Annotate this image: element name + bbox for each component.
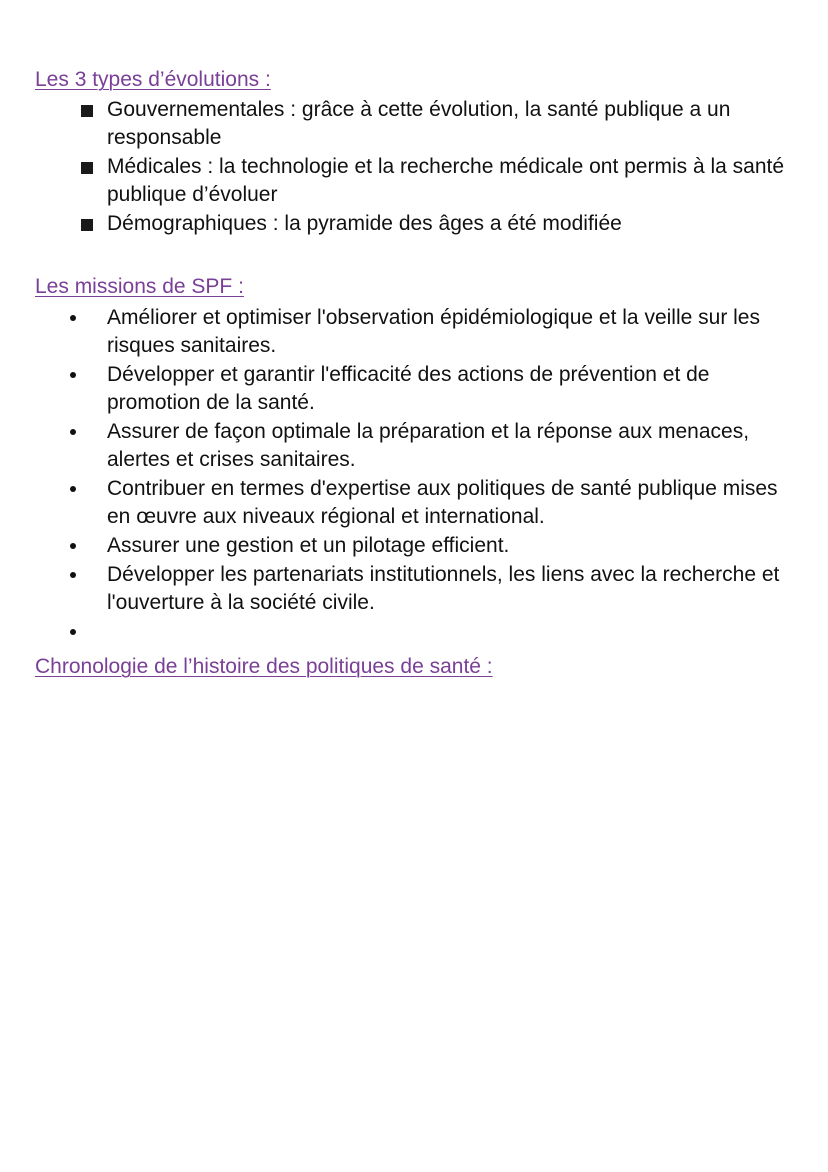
list-item bbox=[0, 418, 828, 474]
list-item-text: Contribuer en termes d'expertise aux politiques de santé publique mises en œuvre aux niveaux régional et international. bbox=[107, 477, 778, 528]
dot-bullet-icon bbox=[70, 315, 76, 321]
evolutions-list bbox=[0, 96, 828, 239]
list-item bbox=[0, 475, 828, 531]
list-item-text: Assurer une gestion et un pilotage efficient. bbox=[107, 534, 510, 557]
heading-chronologie: Chronologie de l’histoire des politiques de santé : bbox=[35, 655, 493, 678]
list-item-text: Médicales : la technologie et la recherche médicale ont permis à la santé publique d’évoluer bbox=[107, 155, 785, 206]
heading-evolutions: Les 3 types d’évolutions : bbox=[35, 68, 271, 91]
list-item bbox=[0, 304, 828, 360]
dot-bullet-icon bbox=[70, 486, 76, 492]
heading-missions: Les missions de SPF : bbox=[35, 275, 244, 298]
list-item bbox=[0, 561, 828, 617]
dot-bullet-icon bbox=[70, 572, 76, 578]
list-item bbox=[0, 96, 828, 152]
list-item bbox=[0, 210, 828, 238]
list-item-text: Démographiques : la pyramide des âges a été modifiée bbox=[107, 212, 622, 235]
list-item-text: Développer les partenariats institutionnels, les liens avec la recherche et l'ouverture à la société civile. bbox=[107, 563, 780, 614]
square-bullet-icon bbox=[81, 105, 93, 117]
list-item bbox=[0, 532, 828, 560]
dot-bullet-icon bbox=[70, 429, 76, 435]
list-item-text: Gouvernementales : grâce à cette évolution, la santé publique a un responsable bbox=[107, 98, 731, 149]
dot-bullet-icon bbox=[70, 372, 76, 378]
dot-bullet-icon bbox=[70, 629, 76, 635]
list-item-empty bbox=[0, 618, 828, 646]
square-bullet-icon bbox=[81, 219, 93, 231]
list-item bbox=[0, 361, 828, 417]
dot-bullet-icon bbox=[70, 543, 76, 549]
list-item-text: Développer et garantir l'efficacité des actions de prévention et de promotion de la santé. bbox=[107, 363, 710, 414]
square-bullet-icon bbox=[81, 162, 93, 174]
list-item bbox=[0, 153, 828, 209]
list-item-text: Assurer de façon optimale la préparation et la réponse aux menaces, alertes et crises sanitaires. bbox=[107, 420, 750, 471]
missions-list bbox=[0, 304, 828, 647]
list-item-text: Améliorer et optimiser l'observation épidémiologique et la veille sur les risques sanitaires. bbox=[107, 306, 760, 357]
